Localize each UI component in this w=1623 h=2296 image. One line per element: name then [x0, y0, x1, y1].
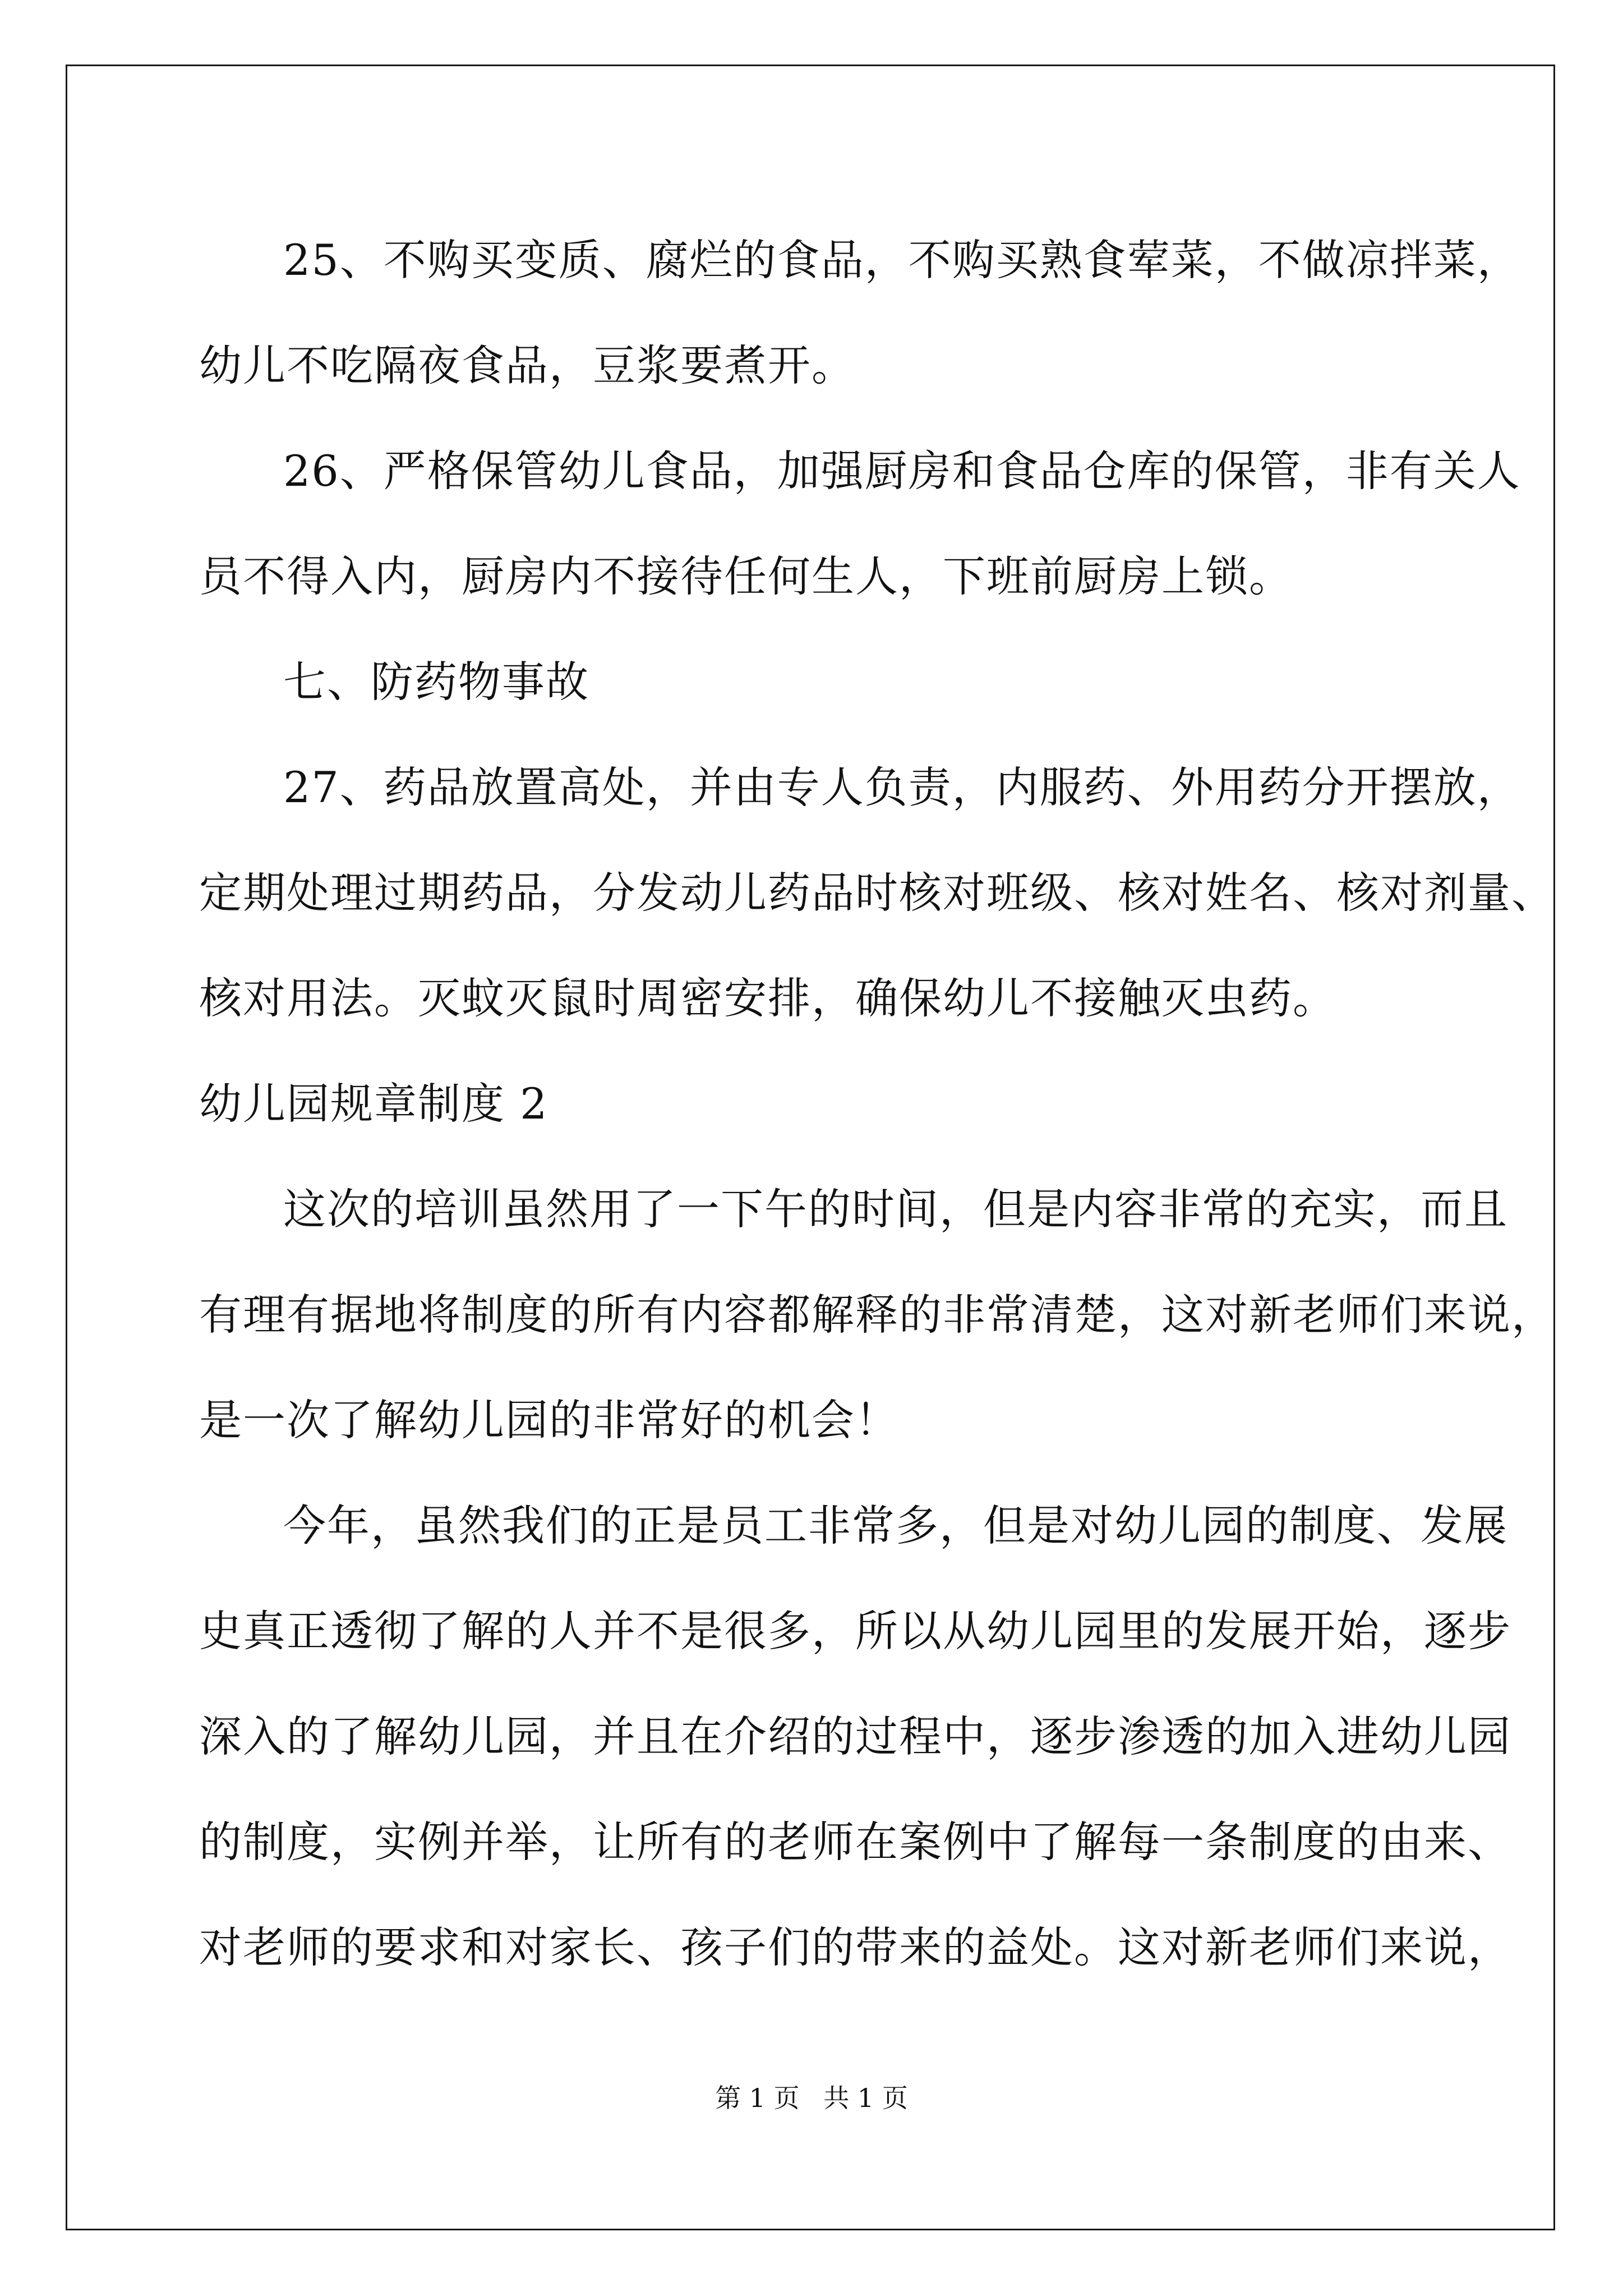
- text-line: 25、不购买变质、腐烂的食品，不购买熟食荤菜，不做凉拌菜，: [283, 235, 1521, 285]
- page-total: 共 1 页: [823, 2083, 908, 2113]
- document-heading: 幼儿园规章制度 2: [199, 1079, 548, 1129]
- text-line: 27、药品放置高处，并由专人负责，内服药、外用药分开摆放，: [283, 762, 1521, 812]
- text-line: 深入的了解幼儿园，并且在介绍的过程中，逐步渗透的加入进幼儿园: [199, 1711, 1511, 1761]
- document-body: [199, 208, 1555, 2000]
- text-line: 这次的培训虽然用了一下午的时间，但是内容非常的充实，而且: [283, 1184, 1508, 1234]
- page-footer: [0, 2081, 1623, 2115]
- text-line: 史真正透彻了解的人并不是很多，所以从幼儿园里的发展开始，逐步: [199, 1606, 1511, 1656]
- text-line: 是一次了解幼儿园的非常好的机会！: [199, 1395, 899, 1445]
- text-line: 今年，虽然我们的正是员工非常多，但是对幼儿园的制度、发展: [283, 1501, 1508, 1550]
- section-heading: 七、防药物事故: [283, 657, 589, 707]
- text-line: 幼儿不吃隔夜食品，豆浆要煮开。: [199, 341, 855, 390]
- text-line: 26、严格保管幼儿食品，加强厨房和食品仓库的保管，非有关人: [283, 446, 1521, 496]
- page-number: 第 1 页: [715, 2083, 800, 2113]
- text-line: 员不得入内，厨房内不接待任何生人，下班前厨房上锁。: [199, 551, 1293, 601]
- text-line: 核对用法。灭蚊灭鼠时周密安排，确保幼儿不接触灭虫药。: [199, 973, 1336, 1023]
- text-line: 定期处理过期药品，分发动儿药品时核对班级、核对姓名、核对剂量、: [199, 868, 1555, 918]
- text-line: 有理有据地将制度的所有内容都解释的非常清楚，这对新老师们来说，: [199, 1290, 1555, 1340]
- text-line: 对老师的要求和对家长、孩子们的带来的益处。这对新老师们来说，: [199, 1922, 1511, 1972]
- text-line: 的制度，实例并举，让所有的老师在案例中了解每一条制度的由来、: [199, 1817, 1511, 1867]
